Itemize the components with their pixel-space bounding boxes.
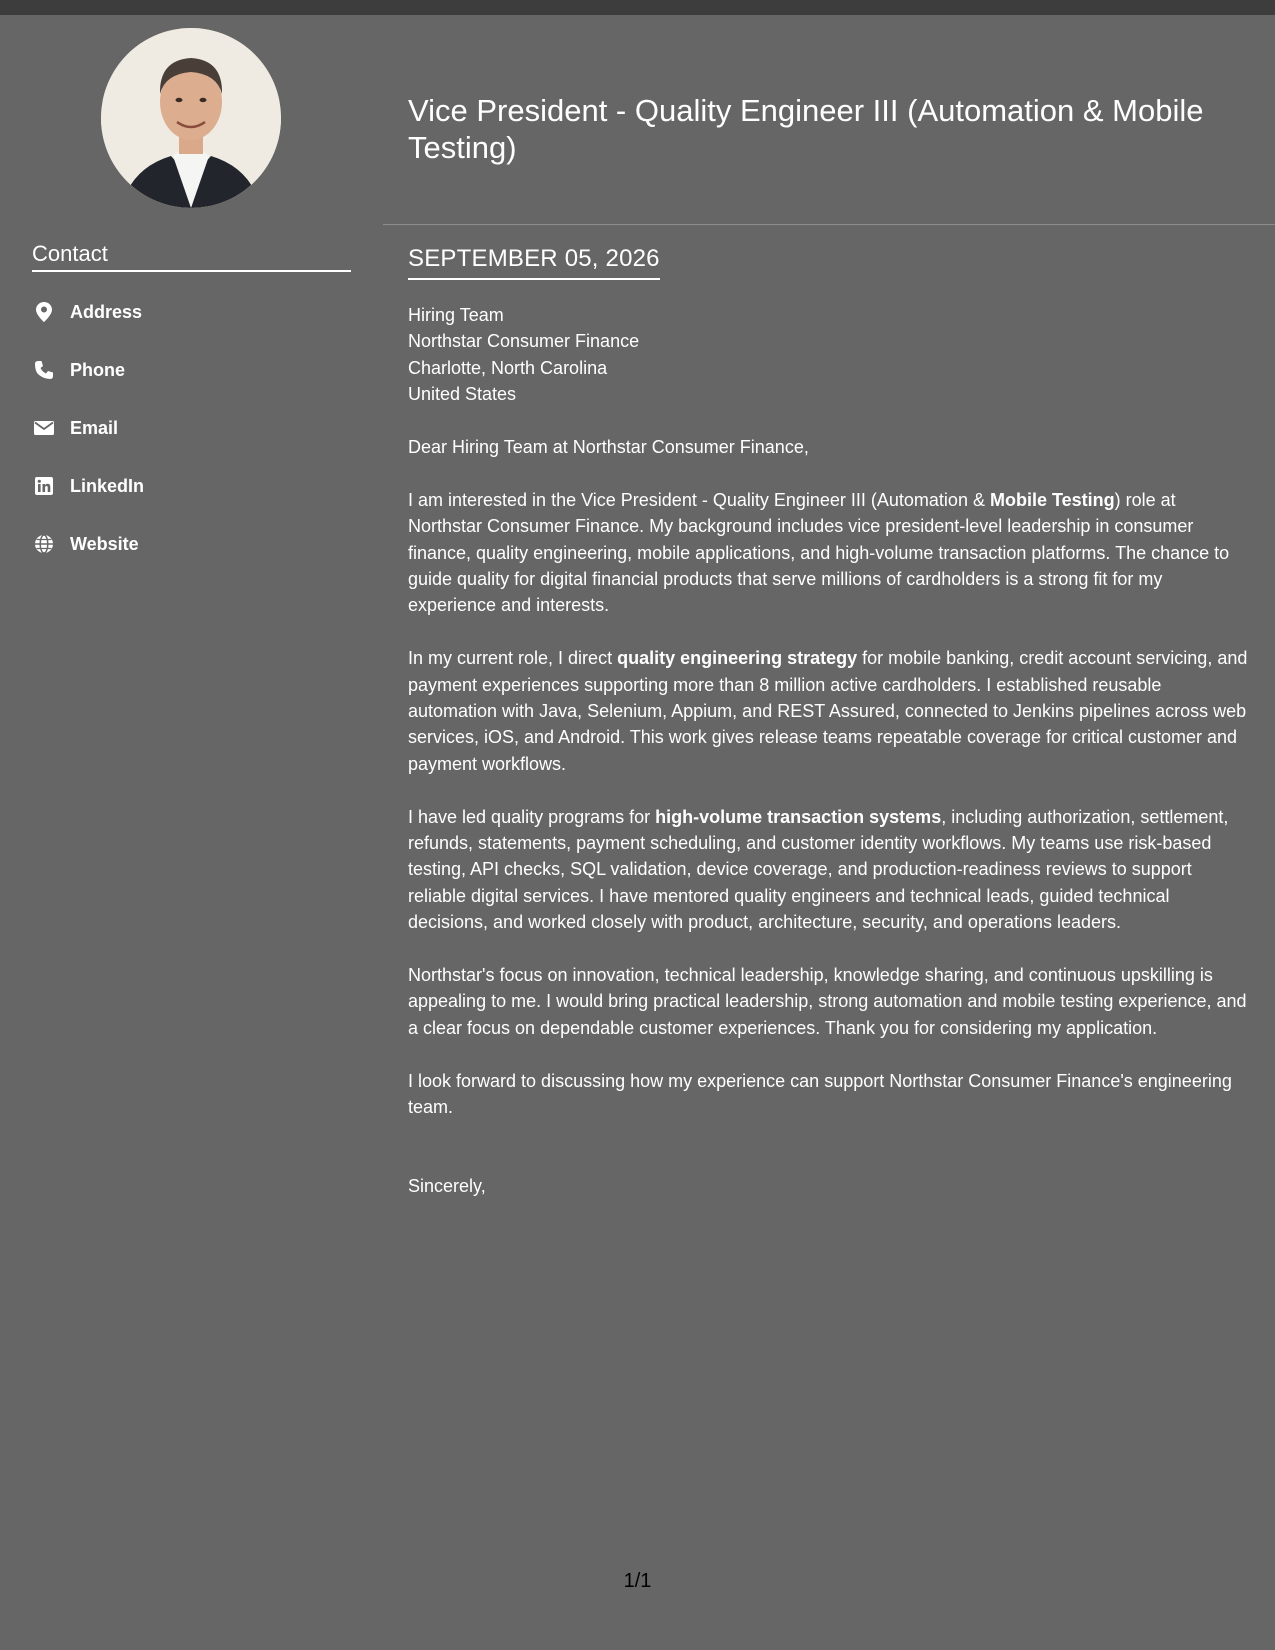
contact-label: Website (70, 533, 139, 554)
contact-item-phone (32, 341, 144, 399)
paragraph-3 (408, 804, 1250, 936)
contact-label: Phone (70, 359, 126, 380)
contact-item-linkedin (32, 457, 144, 515)
contact-label: Email (70, 417, 119, 438)
contact-item-email (32, 399, 144, 457)
phone-icon (32, 358, 56, 382)
header-divider (383, 224, 1275, 225)
sidebar (0, 15, 383, 1635)
top-bar (0, 0, 1275, 15)
contact-heading: Contact (32, 240, 351, 272)
contact-item-address (32, 283, 144, 341)
paragraph-4: Northstar's focus on innovation, technical leadership, knowledge sharing, and continuous upskilling is appealing to me. I would bring practical leadership, strong automation and mobile testing experience, and a clear focus on dependable customer experiences. Thank you for considering my application. (408, 965, 1247, 1038)
page-number: 1/1 (623, 1570, 652, 1592)
contact-item-website (32, 515, 144, 573)
profile-photo (101, 28, 281, 208)
map-pin-icon (32, 300, 56, 324)
paragraph-text: ) role at Northstar Consumer Finance. My background includes vice president-level leadership in consumer finance, quality engineering, mobile applications, and high-volume transaction platforms. The chance to guide quality for digital financial products that serve millions of cardholders is a strong fit for my experience and interests. (408, 489, 1230, 616)
recipient-address (408, 302, 1250, 408)
contact-list (32, 283, 144, 573)
paragraph-text: for mobile banking, credit account servicing, and payment experiences supporting more than 8 million active cardholders. I established reusable automation with Java, Selenium, Appium, and REST Assured, connected to Jenkins pipelines across web services, iOS, and Android. This work gives release teams repeatable coverage for critical customer and payment workflows. (408, 648, 1248, 774)
paragraph-highlight: Mobile Testing (989, 489, 1115, 510)
recipient-line: Charlotte, North Carolina (408, 357, 608, 378)
letter-date: SEPTEMBER 05, 2026 (408, 244, 660, 280)
paragraph-text: In my current role, I direct (408, 648, 618, 669)
closing: Sincerely, (408, 1175, 486, 1196)
globe-icon (32, 532, 56, 556)
recipient-line: Hiring Team (408, 305, 504, 325)
paragraph-highlight: high-volume transaction systems (655, 806, 942, 827)
salutation: Dear Hiring Team at Northstar Consumer Finance, (408, 437, 809, 458)
contact-label: LinkedIn (70, 475, 145, 496)
recipient-line: United States (408, 384, 517, 405)
paragraph-text: , including authorization, settlement, refunds, statements, payment scheduling, and customer identity workflows. My teams use risk-based testing, API checks, SQL validation, device coverage, and production-readiness reviews to support reliable digital services. I have mentored quality engineers and technical leads, guided technical decisions, and worked closely with product, architecture, security, and operations leaders. (408, 806, 1229, 933)
paragraph-2 (408, 645, 1250, 777)
job-title: Vice President - Quality Engineer III (Automation & Mobile Testing) (408, 93, 1204, 165)
linkedin-icon (32, 474, 56, 498)
recipient-line: Northstar Consumer Finance (408, 331, 640, 352)
envelope-icon (32, 416, 56, 440)
paragraph-highlight: quality engineering strategy (617, 648, 858, 669)
paragraph-text: I have led quality programs for (408, 806, 656, 827)
paragraph-5: I look forward to discussing how my experience can support Northstar Consumer Finance's engineering team. (408, 1070, 1232, 1118)
letter-body (408, 302, 1250, 1225)
paragraph-text: I am interested in the Vice President - Quality Engineer III (Automation & (408, 489, 990, 510)
paragraph-1 (408, 487, 1250, 619)
contact-label: Address (70, 301, 143, 322)
